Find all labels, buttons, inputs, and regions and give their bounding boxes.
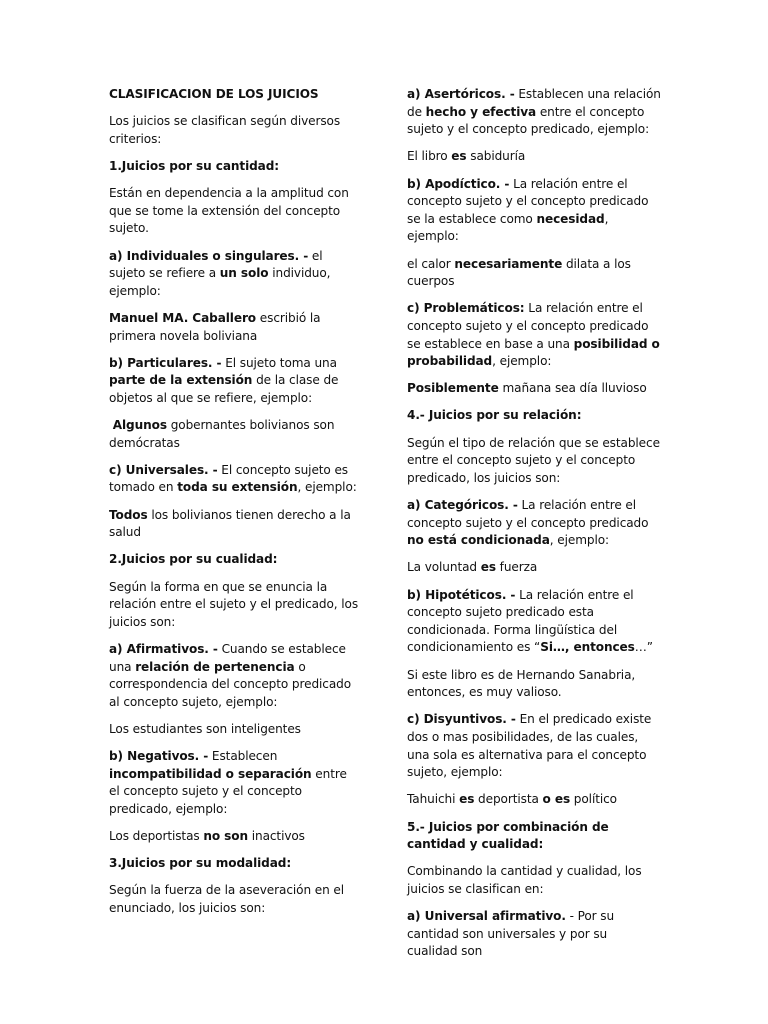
- intro-paragraph: Los juicios se clasifican según diversos criterios:: [109, 114, 341, 146]
- problematicos-paragraph: c) Problemáticos: La relación entre el concepto sujeto y el concepto predicado se establece en base a una posibilidad o probabilidad, ejemplo:: [407, 301, 660, 369]
- right-column: [407, 86, 661, 970]
- combinacion-paragraph: Combinando la cantidad y cualidad, los juicios se clasifican en:: [407, 864, 642, 896]
- asertoricos-example: El libro es sabiduría: [407, 149, 526, 164]
- disyuntivos-example: Tahuichi es deportista o es político: [407, 792, 617, 807]
- universales-example: Todos los bolivianos tienen derecho a la salud: [109, 507, 351, 540]
- problematicos-example: Posiblemente mañana sea día lluvioso: [407, 381, 647, 396]
- section-heading-cantidad: 1.Juicios por su cantidad:: [109, 158, 280, 173]
- asertoricos-paragraph: a) Asertóricos. - Establecen una relación de hecho y efectiva entre el concepto sujeto y el concepto predicado, ejemplo:: [407, 87, 661, 137]
- document-title: CLASIFICACION DE LOS JUICIOS: [109, 87, 319, 101]
- categoricos-paragraph: a) Categóricos. - La relación entre el concepto sujeto y el concepto predicado no está condicionada, ejemplo:: [407, 498, 649, 548]
- apodictico-example: el calor necesariamente dilata a los cuerpos: [407, 256, 631, 289]
- hipoteticos-example: Si este libro es de Hernando Sanabria, entonces, es muy valioso.: [407, 667, 636, 700]
- negativos-paragraph: b) Negativos. - Establecen incompatibilidad o separación entre el concepto sujeto y el concepto predicado, ejemplo:: [109, 749, 347, 816]
- relacion-paragraph: Según el tipo de relación que se establece entre el concepto sujeto y el concepto predicado, los juicios son:: [407, 435, 660, 485]
- afirmativos-paragraph: a) Afirmativos. - Cuando se establece una relación de pertenencia o correspondencia del concepto predicado al concepto sujeto, ejemplo:: [109, 641, 352, 709]
- section-heading-modalidad: 3.Juicios por su modalidad:: [109, 856, 292, 871]
- categoricos-example: La voluntad es fuerza: [407, 560, 538, 575]
- section-heading-relacion: 4.- Juicios por su relación:: [407, 408, 582, 423]
- cualidad-paragraph: Según la forma en que se enuncia la relación entre el sujeto y el predicado, los juicios son:: [109, 579, 359, 629]
- disyuntivos-paragraph: c) Disyuntivos. - En el predicado existe dos o mas posibilidades, de las cuales, una sola es alternativa para el concepto sujeto, ejemplo:: [407, 712, 652, 780]
- section-heading-cualidad: 2.Juicios por su cualidad:: [109, 552, 278, 567]
- hipoteticos-paragraph: b) Hipotéticos. - La relación entre el concepto sujeto predicado esta condicionada. Forma lingüística del condicionamiento es “Si…, entonces…”: [407, 587, 653, 655]
- universal-afirmativo-paragraph: a) Universal afirmativo. - Por su cantidad son universales y por su cualidad son: [407, 909, 615, 959]
- cantidad-paragraph: Están en dependencia a la amplitud con que se tome la extensión del concepto sujeto.: [109, 186, 349, 236]
- universales-paragraph: c) Universales. - El concepto sujeto es tomado en toda su extensión, ejemplo:: [109, 462, 357, 495]
- individuales-example: Manuel MA. Caballero escribió la primera novela boliviana: [109, 310, 321, 343]
- left-column: [109, 86, 361, 927]
- section-heading-combinacion: 5.- Juicios por combinación de cantidad y cualidad:: [407, 819, 609, 852]
- negativos-example: Los deportistas no son inactivos: [109, 829, 305, 844]
- apodictico-paragraph: b) Apodíctico. - La relación entre el concepto sujeto y el concepto predicado se la establece como necesidad, ejemplo:: [407, 176, 649, 244]
- modalidad-paragraph: Según la fuerza de la aseveración en el enunciado, los juicios son:: [109, 883, 344, 916]
- afirmativos-example: Los estudiantes son inteligentes: [109, 721, 301, 736]
- particulares-paragraph: b) Particulares. - El sujeto toma una parte de la extensión de la clase de objetos al que se refiere, ejemplo:: [109, 355, 339, 405]
- particulares-example: Algunos gobernantes bolivianos son demócratas: [109, 418, 335, 450]
- individuales-paragraph: a) Individuales o singulares. - el sujeto se refiere a un solo individuo, ejemplo:: [109, 248, 331, 298]
